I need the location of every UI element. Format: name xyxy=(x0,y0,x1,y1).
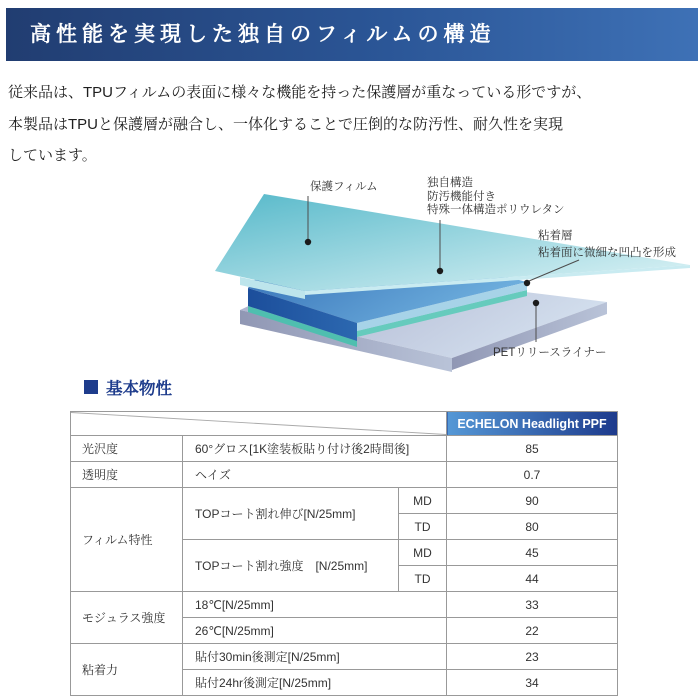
row-value: 0.7 xyxy=(447,462,618,488)
product-column-header: ECHELON Headlight PPF xyxy=(447,412,618,436)
intro-line-2: 本製品はTPUと保護層が融合し、一体化することで圧倒的な防汚性、耐久性を実現 xyxy=(8,115,564,133)
row-category: 透明度 xyxy=(71,462,183,488)
label-protective-film: 保護フィルム xyxy=(310,181,378,193)
row-value: 44 xyxy=(447,566,618,592)
intro-line-3: しています。 xyxy=(8,147,97,164)
row-value: 85 xyxy=(447,436,618,462)
diagram-svg xyxy=(195,168,695,378)
intro-paragraph xyxy=(8,77,696,172)
row-direction: TD xyxy=(399,514,447,540)
row-direction: MD xyxy=(399,540,447,566)
label-structure-line1: 独自構造 xyxy=(427,177,473,189)
row-test: 60°グロス[1K塗装板貼り付け後2時間後] xyxy=(183,436,447,462)
row-value: 45 xyxy=(447,540,618,566)
table-row xyxy=(71,488,618,514)
table-corner-cell xyxy=(71,412,447,436)
row-value: 33 xyxy=(447,592,618,618)
section-heading xyxy=(84,375,172,399)
label-structure-line2: 防汚機能付き xyxy=(427,191,496,203)
row-value: 90 xyxy=(447,488,618,514)
row-category: モジュラス強度 xyxy=(71,592,183,644)
row-category: フィルム特性 xyxy=(71,488,183,592)
diagonal-line xyxy=(71,412,446,435)
table-header-row xyxy=(71,412,618,436)
label-structure-line3: 特殊一体構造ポリウレタン xyxy=(427,204,565,216)
protective-film-dot xyxy=(305,239,311,245)
row-test: TOPコート割れ強度 [N/25mm] xyxy=(183,540,399,592)
row-category: 光沢度 xyxy=(71,436,183,462)
properties-table xyxy=(70,411,618,696)
label-pet-liner: PETリリースライナー xyxy=(493,347,607,359)
row-test: TOPコート割れ伸び[N/25mm] xyxy=(183,488,399,540)
row-value: 22 xyxy=(447,618,618,644)
label-adhesive-line1: 粘着層 xyxy=(538,230,573,242)
section-square-icon xyxy=(84,380,98,394)
table-row xyxy=(71,592,618,618)
row-test: 貼付24hr後測定[N/25mm] xyxy=(183,670,447,696)
table-row xyxy=(71,462,618,488)
film-structure-diagram xyxy=(195,168,695,378)
label-adhesive-line2: 粘着面に微細な凹凸を形成 xyxy=(538,247,676,259)
adhesive-dot xyxy=(524,280,530,286)
row-value: 80 xyxy=(447,514,618,540)
row-direction: MD xyxy=(399,488,447,514)
row-value: 23 xyxy=(447,644,618,670)
page-title: 高性能を実現した独自のフィルムの構造 xyxy=(30,22,496,46)
section-title: 基本物性 xyxy=(106,380,172,398)
row-value: 34 xyxy=(447,670,618,696)
table-row xyxy=(71,436,618,462)
row-test: ヘイズ xyxy=(183,462,447,488)
table-row xyxy=(71,644,618,670)
intro-line-1: 従来品は、TPUフィルムの表面に様々な機能を持った保護層が重なっている形ですが、 xyxy=(8,84,592,101)
row-test: 26℃[N/25mm] xyxy=(183,618,447,644)
structure-dot xyxy=(437,268,443,274)
row-test: 18℃[N/25mm] xyxy=(183,592,447,618)
row-category: 粘着力 xyxy=(71,644,183,696)
liner-dot xyxy=(533,300,539,306)
header-bar xyxy=(6,8,698,61)
row-test: 貼付30min後測定[N/25mm] xyxy=(183,644,447,670)
row-direction: TD xyxy=(399,566,447,592)
